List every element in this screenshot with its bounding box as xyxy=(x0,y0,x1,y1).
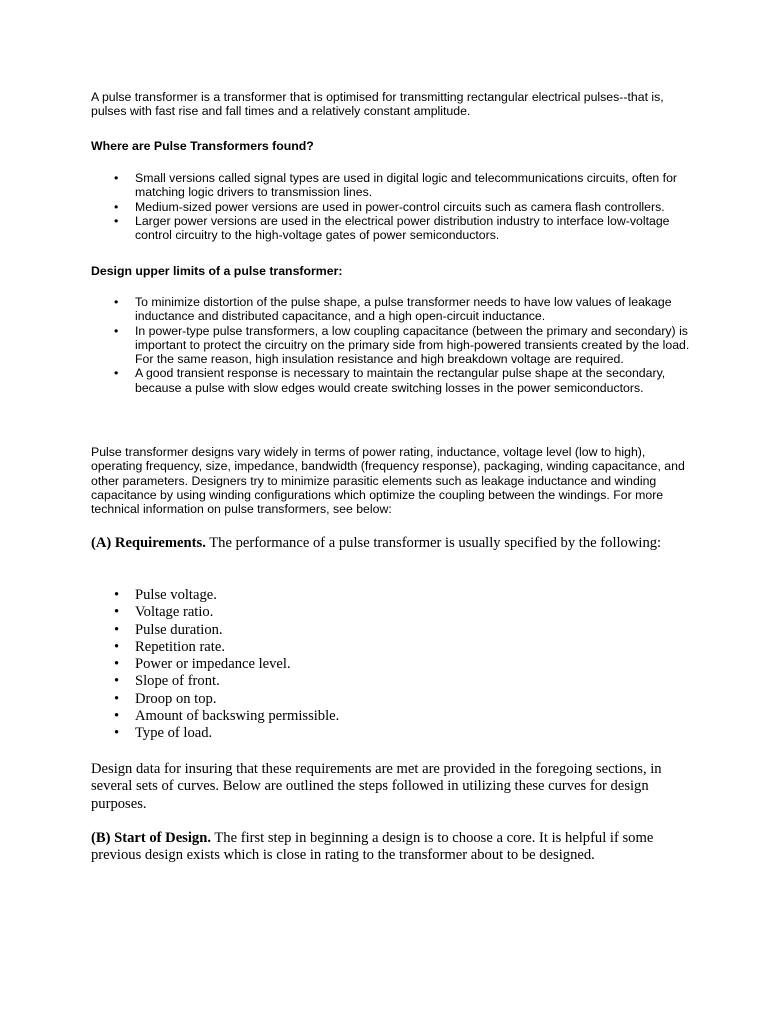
bullet-icon: • xyxy=(114,638,120,655)
list-item xyxy=(91,214,691,243)
requirements-paragraph xyxy=(91,535,691,552)
list-item-text: To minimize distortion of the pulse shape, a pulse transformer needs to have low values of leakage inductance and distributed capacitance, and a high open-circuit inductance. xyxy=(135,295,672,324)
list-item xyxy=(91,200,691,214)
designs-paragraph: Pulse transformer designs vary widely in terms of power rating, inductance, voltage level (low to high), operating frequency, size, impedance, bandwidth (frequency response), packaging, winding capacitance, and other parameters. Designers try to minimize parasitic elements such as leakage inductance and winding capacitance by using winding configurations which optimize the coupling between the windings. For more technical information on pulse transformers, see below: xyxy=(91,445,685,517)
bullet-icon: • xyxy=(114,621,120,638)
bullet-icon: • xyxy=(114,366,119,381)
list-item xyxy=(91,622,691,639)
list-item xyxy=(91,324,691,367)
bullet-icon: • xyxy=(114,690,120,707)
list-item xyxy=(91,673,691,690)
list-item xyxy=(91,366,691,395)
bullet-icon: • xyxy=(114,295,119,309)
bullet-icon: • xyxy=(114,725,120,742)
start-of-design-text: The first step in beginning a design is to choose a core. It is helpful if some previous design exists which is close in rating to the transformer about to be designed. xyxy=(91,830,654,864)
list-item xyxy=(91,587,691,604)
list-item-text: Power or impedance level. xyxy=(135,656,291,673)
list-item-text: Repetition rate. xyxy=(135,638,225,655)
bullet-icon: • xyxy=(114,323,119,338)
start-of-design-paragraph xyxy=(91,830,691,865)
list-item-text: Pulse duration. xyxy=(135,621,223,638)
where-found-list xyxy=(91,171,691,242)
list-item-text: Slope of front. xyxy=(135,673,220,690)
list-item xyxy=(91,691,691,708)
list-item xyxy=(91,604,691,621)
requirements-list xyxy=(91,587,691,743)
section-heading-where-found: Where are Pulse Transformers found? xyxy=(91,139,314,153)
requirements-text: The performance of a pulse transformer is usually specified by the following: xyxy=(205,535,662,551)
bullet-icon: • xyxy=(114,171,119,185)
list-item xyxy=(91,639,691,656)
list-item-text: Small versions called signal types are used in digital logic and telecommunications circuits, often for matching logic drivers to transmission lines. xyxy=(135,171,678,200)
bullet-icon: • xyxy=(114,673,120,690)
list-item xyxy=(91,708,691,725)
bullet-icon: • xyxy=(114,656,120,673)
list-item xyxy=(91,725,691,742)
bullet-icon: • xyxy=(114,213,119,228)
list-item-text: Type of load. xyxy=(135,725,213,742)
requirements-label: (A) Requirements. xyxy=(91,535,206,551)
bullet-icon: • xyxy=(114,708,120,725)
bullet-icon: • xyxy=(114,587,120,603)
list-item xyxy=(91,295,691,324)
list-item-text: Droop on top. xyxy=(135,690,217,707)
list-item-text: Larger power versions are used in the electrical power distribution industry to interface low-voltage control circuitry to the high-voltage gates of power semiconductors. xyxy=(135,213,670,243)
bullet-icon: • xyxy=(114,199,119,214)
list-item xyxy=(91,656,691,673)
list-item-text: Medium-sized power versions are used in power-control circuits such as camera flash controllers. xyxy=(135,199,665,214)
list-item-text: In power-type pulse transformers, a low coupling capacitance (between the primary and secondary) is important to protect the circuitry on the primary side from high-powered transients created by the load. For the same reason, high insulation resistance and high breakdown voltage are required. xyxy=(135,323,690,367)
intro-paragraph: A pulse transformer is a transformer that is optimised for transmitting rectangular electrical pulses--that is, pulses with fast rise and fall times and a relatively constant amplitude. xyxy=(91,90,664,119)
list-item-text: A good transient response is necessary to maintain the rectangular pulse shape at the secondary, because a pulse with slow edges would create switching losses in the power semiconductors. xyxy=(135,366,666,395)
list-item xyxy=(91,171,691,200)
list-item-text: Voltage ratio. xyxy=(135,604,214,621)
bullet-icon: • xyxy=(114,604,120,621)
start-of-design-label: (B) Start of Design. xyxy=(91,830,211,846)
design-limits-list xyxy=(91,295,691,395)
list-item-text: Pulse voltage. xyxy=(135,587,217,603)
list-item-text: Amount of backswing permissible. xyxy=(135,708,340,725)
design-data-paragraph: Design data for insuring that these requirements are met are provided in the foregoing sections, in several sets of curves. Below are outlined the steps followed in utilizing these curves for design purposes. xyxy=(91,761,662,812)
section-heading-design-limits: Design upper limits of a pulse transformer: xyxy=(91,264,343,278)
